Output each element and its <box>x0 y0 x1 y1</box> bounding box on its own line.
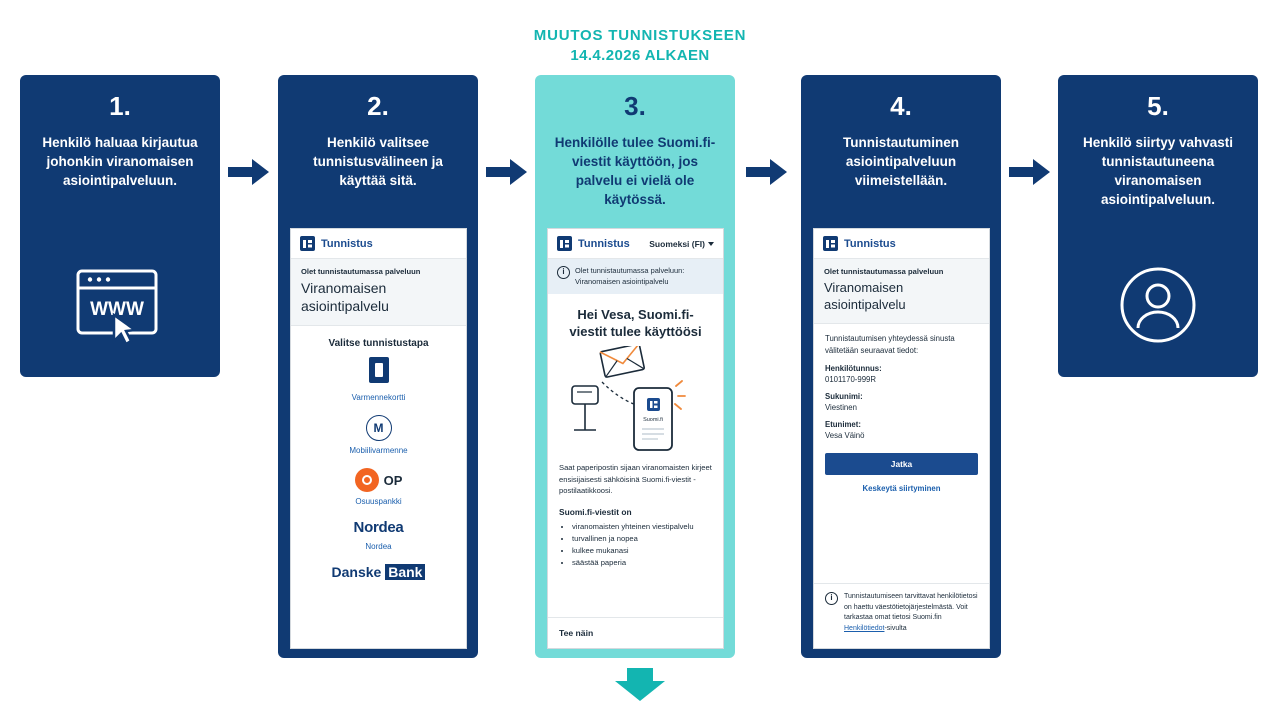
danske-word-1: Danske <box>331 564 382 580</box>
step-text-5: Henkilö siirtyy vahvasti tunnistautuneena viranomaisen asiointipalveluun. <box>1082 135 1234 207</box>
phone4-intro-small: Olet tunnistautumassa palveluun <box>824 267 944 276</box>
henkilotiedot-link[interactable]: Henkilötiedot <box>844 624 885 632</box>
field-etunimet <box>814 412 989 440</box>
field-value: 0101170-999R <box>825 375 877 384</box>
phone4-note-after: -sivulta <box>884 624 907 632</box>
method-label-mobiilivarmenne: Mobiilivarmenne <box>349 446 408 455</box>
step-number-4: 4. <box>890 91 912 121</box>
field-value: Vesa Väinö <box>825 431 865 440</box>
step-text-4: Tunnistautuminen asiointipalveluun viimeistellään. <box>843 135 959 188</box>
phone3-note-text: Olet tunnistautumassa palveluun: Viranomaisen asiointipalvelu <box>575 266 685 286</box>
step-text-1: Henkilö haluaa kirjautua johonkin viranomaisen asiointipalveluun. <box>42 135 198 188</box>
phone3-footer-heading: Tee näin <box>548 617 723 648</box>
phone3-heading: Hei Vesa, Suomi.fi-viestit tulee käyttöösi <box>569 307 702 339</box>
info-icon: i <box>825 592 838 605</box>
nordea-logo-icon: Nordea <box>353 519 404 536</box>
list-item: • säästää paperia <box>572 557 723 569</box>
phone-mock-identification-methods <box>290 228 467 649</box>
suomifi-logo-icon <box>300 236 315 251</box>
person-badge-icon <box>1118 265 1198 345</box>
phone2-app-title: Tunnistus <box>321 237 373 250</box>
banner-line-1: MUUTOS TUNNISTUKSEEN <box>533 27 747 44</box>
language-label: Suomeksi (FI) <box>649 238 705 249</box>
phone4-service-intro <box>814 259 989 324</box>
phone3-header <box>548 229 723 259</box>
flow-arrow-4 <box>1009 158 1051 186</box>
method-mobiilivarmenne[interactable] <box>301 415 456 455</box>
phone2-choose-label: Valitse tunnistustapa <box>328 338 429 349</box>
step-card-5 <box>1058 75 1258 377</box>
op-logo-icon <box>355 468 379 492</box>
method-nordea[interactable] <box>301 519 456 551</box>
svg-text:WWW: WWW <box>90 299 144 320</box>
phone2-service-intro <box>291 259 466 326</box>
method-label-osuuspankki: Osuuspankki <box>355 497 402 506</box>
method-danske-bank[interactable] <box>301 564 456 580</box>
browser-www-icon <box>74 267 166 345</box>
phone3-info-note <box>548 259 723 294</box>
flow-arrow-3 <box>746 158 788 186</box>
mobiilivarmenne-icon: M <box>366 415 392 441</box>
field-henkilotunnus <box>814 356 989 384</box>
phone4-note-text <box>844 592 978 634</box>
field-label: Sukunimi: <box>825 392 863 401</box>
phone4-note-before: Tunnistautumiseen tarvittavat henkilötietosi on haettu väestötietojärjestelmästä. Voit tarkastaa omat tietosi Suomi.fin <box>844 593 978 621</box>
flow-arrow-1 <box>228 158 270 186</box>
phone3-body-text: Saat paperipostin sijaan viranomaisten kirjeet ensisijaisesti sähköisinä Suomi.fi-viestit -postilaatikkoosi. <box>559 463 712 495</box>
step-number-1: 1. <box>109 91 131 121</box>
list-item: • turvallinen ja nopea <box>572 533 723 545</box>
field-sukunimi <box>814 384 989 412</box>
phone-mock-messages-activation <box>547 228 724 649</box>
suomifi-logo-icon <box>557 236 572 251</box>
phone4-header <box>814 229 989 259</box>
cancel-link[interactable]: Keskeytä siirtyminen <box>862 484 941 493</box>
change-banner <box>0 26 1280 66</box>
flow-arrow-2 <box>486 158 528 186</box>
step-number-5: 5. <box>1147 91 1169 121</box>
identification-method-list <box>291 357 466 580</box>
method-label-nordea: Nordea <box>365 542 392 551</box>
svg-text:Suomi.fi: Suomi.fi <box>643 417 663 423</box>
flow-arrow-down <box>614 668 666 702</box>
step-number-3: 3. <box>624 91 646 121</box>
field-label: Henkilötunnus: <box>825 364 882 373</box>
phone3-benefit-list <box>548 521 723 569</box>
continue-button[interactable]: Jatka <box>825 453 978 475</box>
method-varmennekortti[interactable] <box>301 357 456 402</box>
info-icon: i <box>557 266 570 279</box>
danske-word-2: Bank <box>385 564 425 580</box>
phone4-app-title: Tunnistus <box>844 237 896 250</box>
phone4-intro-service: Viranomaisen asiointipalvelu <box>824 280 906 312</box>
language-selector[interactable] <box>649 239 714 249</box>
step-text-2: Henkilö valitsee tunnistusvälineen ja käyttää sitä. <box>313 135 443 188</box>
phone4-lead-text: Tunnistautumisen yhteydessä sinusta välitetään seuraavat tiedot: <box>825 334 955 355</box>
banner-line-2: 14.4.2026 ALKAEN <box>570 47 710 64</box>
method-osuuspankki[interactable] <box>301 468 456 506</box>
step-text-3: Henkilölle tulee Suomi.fi-viestit käyttöön, jos palvelu ei vielä ole käytössä. <box>554 135 716 207</box>
field-label: Etunimet: <box>825 420 861 429</box>
field-value: Viestinen <box>825 403 857 412</box>
chevron-down-icon <box>708 242 714 246</box>
phone4-info-note <box>814 583 989 634</box>
op-logo-row <box>301 468 456 492</box>
phone-mock-confirm-details <box>813 228 990 649</box>
phone3-subheading: Suomi.fi-viestit on <box>559 506 632 517</box>
phone2-intro-service: Viranomaisen asiointipalvelu <box>301 280 389 314</box>
list-item: • kulkee mukanasi <box>572 545 723 557</box>
messages-illustration <box>548 346 723 458</box>
op-wordmark: OP <box>383 472 403 488</box>
phone2-header <box>291 229 466 259</box>
phone3-app-title: Tunnistus <box>578 237 630 250</box>
id-card-icon <box>369 357 389 383</box>
method-label-varmennekortti: Varmennekortti <box>351 393 406 402</box>
step-card-1 <box>20 75 220 377</box>
phone2-intro-small: Olet tunnistautumassa palveluun <box>301 267 421 276</box>
list-item: • viranomaisten yhteinen viestipalvelu <box>572 521 723 533</box>
step-number-2: 2. <box>367 91 389 121</box>
suomifi-logo-icon <box>823 236 838 251</box>
